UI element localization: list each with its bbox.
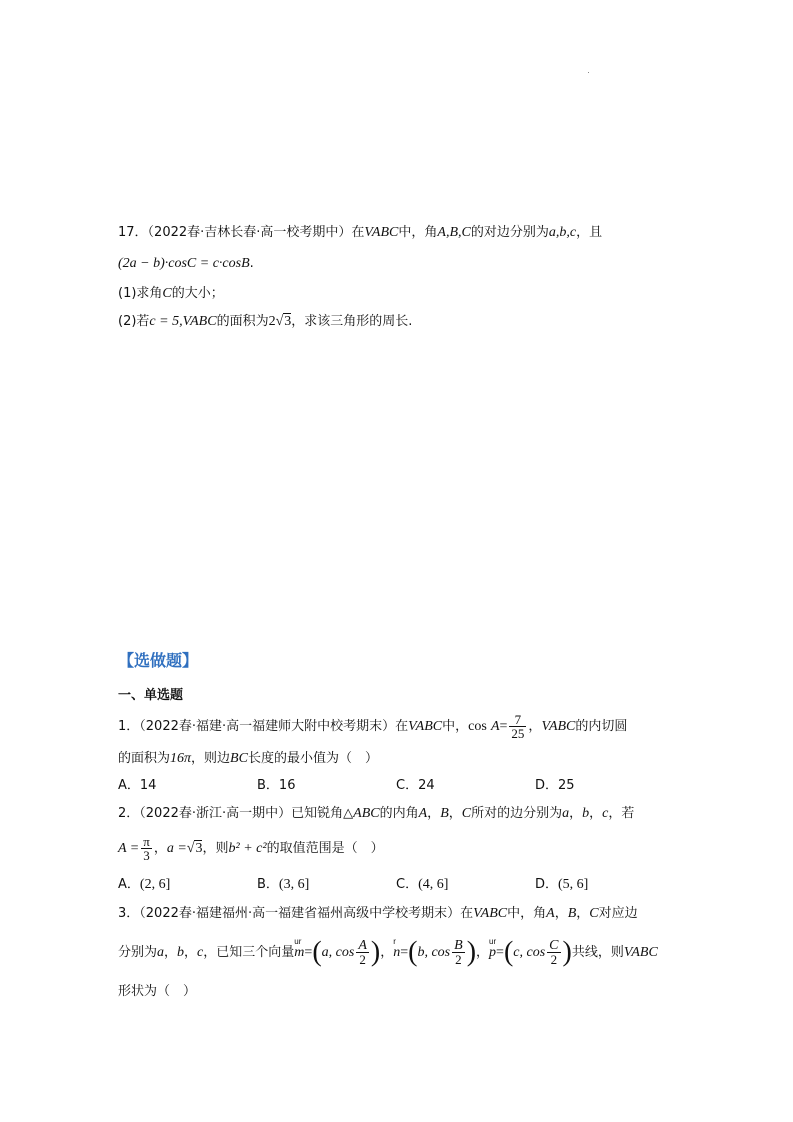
q17-number: 17． (118, 225, 148, 240)
section-title: 【选做题】 (118, 651, 199, 670)
q2-line2: A = $\frac{\pi}{3}$ ，a =√3，则b² + c²的取值范围是（ ） (118, 834, 384, 863)
q2-line1: 2．（2022春·浙江·高一期中）已知锐角△ABC的内角A，B，C所对的边分别为a，b，c，若 (118, 806, 635, 821)
vector-n: r n (393, 937, 401, 960)
vector-p: ur p (489, 937, 497, 960)
q2-option-d[interactable]: D．(5, 6] (535, 877, 589, 892)
q17-line1: 17．（2022春·吉林长春·高一校考期中）在VABC中，角A,B,C的对边分别为a,b,c，且 (118, 225, 603, 240)
q3-source: （2022春·福建福州·高一福建省福州高级中学校考期末） (139, 906, 461, 921)
q17-angles: A,B,C (437, 225, 471, 240)
q1-option-b[interactable]: B．16 (257, 778, 296, 793)
q17-line2: (2a − b)·cosC = c·cosB. (118, 256, 254, 271)
q2-fraction: $\frac{\pi}{3}$ (143, 834, 150, 863)
q1-line2: 的面积为16π，则边BC长度的最小值为（ ） (118, 751, 378, 766)
q1-option-c[interactable]: C．24 (396, 778, 435, 793)
q3-line3: 形状为（ ） (118, 984, 197, 999)
q1-line1: 1．（2022春·福建·高一福建师大附中校考期末）在VABC中，cos A= $\frac{7}{25}$ ，VABC的内切圆 (118, 712, 628, 741)
q3-line2: 分别为a，b，c，已知三个向量 ur m=(a, cos $\frac{A}{2}$ )， r n=(b, cos $\frac{B}{2}$ )， ur p=(c, cos $\frac{C}{2}$ )共线，则VABC (118, 934, 658, 972)
q17-part2: (2)若c = 5,VABC的面积为2√3，求该三角形的周长. (118, 314, 413, 329)
q17-part1: (1)求角C的大小； (118, 286, 224, 301)
q17-triangle: VABC (364, 225, 399, 240)
q2-option-c[interactable]: C．(4, 6] (396, 877, 449, 892)
q3-line1: 3．（2022春·福建福州·高一福建省福州高级中学校考期末）在VABC中，角A，B，C对应边 (118, 906, 638, 921)
section-subtitle: 一、单选题 (118, 688, 184, 703)
q17-equation: (2a − b)·cosC = c·cosB (118, 256, 250, 271)
q2-source: （2022春·浙江·高一期中） (139, 806, 292, 821)
q2-number: 2． (118, 806, 140, 821)
q2-option-b[interactable]: B．(3, 6] (257, 877, 310, 892)
q17-area-value: 2√3 (268, 314, 292, 329)
q2-option-a[interactable]: A．(2, 6] (118, 877, 171, 892)
speck (588, 72, 589, 73)
q1-number: 1． (118, 719, 140, 734)
vector-m: ur m (294, 937, 305, 960)
q1-option-d[interactable]: D．25 (535, 778, 575, 793)
q17-source: （2022春·吉林长春·高一校考期中） (147, 225, 352, 240)
q17-sides: a,b,c (548, 225, 577, 240)
q1-fraction: $\frac{7}{25}$ (511, 712, 525, 741)
q3-number: 3． (118, 906, 140, 921)
q1-option-a[interactable]: A．14 (118, 778, 157, 793)
q1-source: （2022春·福建·高一福建师大附中校考期末） (139, 719, 396, 734)
